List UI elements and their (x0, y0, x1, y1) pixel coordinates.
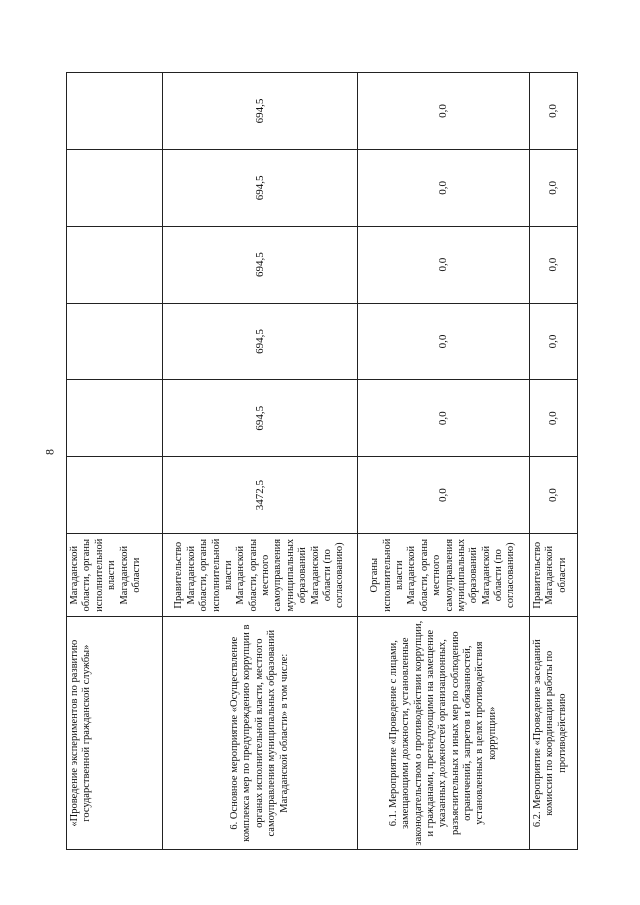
value-cell (67, 73, 163, 150)
value-cell: 0,0 (530, 303, 578, 380)
value-cell (67, 226, 163, 303)
value-cell: 0,0 (358, 457, 530, 534)
value-cell: 0,0 (358, 73, 530, 150)
page-number: 8 (42, 449, 57, 455)
program-table (66, 72, 578, 850)
activity-name: 6. Основное мероприятие «Осуществление комплекса мер по предупреждению коррупции в органах исполнительной власти, местного самоуправления муниципальных образований Магаданской области» в том числе: (163, 617, 358, 850)
value-cell: 0,0 (530, 380, 578, 457)
table-row (163, 73, 358, 850)
table-frame (66, 72, 577, 850)
value-cell: 0,0 (530, 457, 578, 534)
value-cell: 0,0 (358, 149, 530, 226)
executor: Органы исполнительной власти Магаданской области, органы местного самоуправления муниципальных образований Магаданской области (по согласованию) (358, 534, 530, 617)
table-row (358, 73, 530, 850)
executor: Правительство Магаданской области (530, 534, 578, 617)
value-cell (67, 380, 163, 457)
value-cell: 0,0 (530, 226, 578, 303)
table-row (530, 73, 578, 850)
activity-name: 6.1. Мероприятие «Проведение с лицами, замещающими должности, установленные законодательством о противодействии коррупции, и гражданами, претендующими на замещение указанных должностей организационных, разъяснительных и иных мер по соблюдению ограничений, запретов и обязанностей, установленных в целях противодействия коррупции» (358, 617, 530, 850)
value-cell: 0,0 (530, 73, 578, 150)
table-sheet (66, 72, 577, 850)
value-cell (67, 457, 163, 534)
value-cell: 694,5 (163, 226, 358, 303)
activity-name: 6.2. Мероприятие «Проведение заседаний комиссии по координации работы по противодействию (530, 617, 578, 850)
value-cell (67, 303, 163, 380)
table-row (67, 73, 163, 850)
value-cell: 0,0 (530, 149, 578, 226)
value-cell: 0,0 (358, 303, 530, 380)
value-cell: 694,5 (163, 73, 358, 150)
value-cell: 0,0 (358, 380, 530, 457)
value-cell: 3472,5 (163, 457, 358, 534)
value-cell: 694,5 (163, 149, 358, 226)
value-cell: 694,5 (163, 380, 358, 457)
executor: Правительство Магаданской области, органы исполнительной власти Магаданской области, органы местного самоуправления муниципальных образований Магаданской области (по согласованию) (163, 534, 358, 617)
value-cell (67, 149, 163, 226)
activity-name: «Проведение экспериментов по развитию государственной гражданской службы» (67, 617, 163, 850)
value-cell: 0,0 (358, 226, 530, 303)
value-cell: 694,5 (163, 303, 358, 380)
executor: Магаданской области, органы исполнительной власти Магаданской области (67, 534, 163, 617)
